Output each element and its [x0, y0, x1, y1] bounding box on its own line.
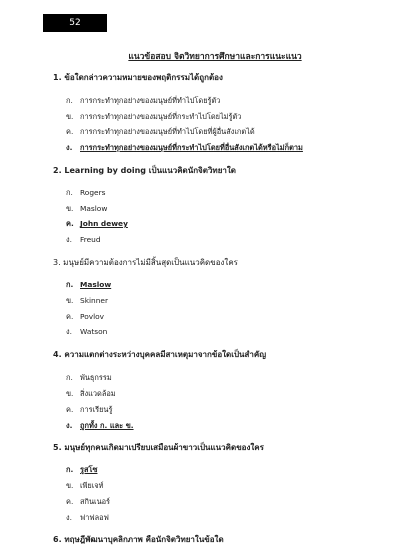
option-letter: ง.: [66, 513, 72, 522]
option-text: ถูกทั้ง ก. และ ข.: [80, 421, 134, 430]
option-text: การกระทำทุกอย่างของมนุษย์ที่ทำไปโดยที่ผู้อื่นสังเกตได้: [80, 127, 255, 136]
option-letter: ค.: [66, 497, 74, 506]
option-4a: [66, 372, 112, 384]
question-5: 5. มนุษย์ทุกคนเกิดมาเปรียบเสมือนผ้าขาวเป็นแนวคิดของใคร: [53, 443, 264, 452]
option-letter: ข.: [66, 204, 74, 213]
page-number: 52: [43, 14, 107, 32]
option-text: Povlov: [80, 312, 105, 321]
option-text: Watson: [80, 327, 108, 336]
question-3: 3. มนุษย์มีความต้องการไม่มีสิ้นสุดเป็นแนวคิดของใคร: [53, 258, 238, 267]
option-text: Maslow: [80, 204, 108, 213]
option-letter: ค.: [66, 405, 74, 414]
option-letter: ก.: [66, 96, 73, 105]
option-text: Skinner: [80, 296, 108, 305]
option-1d-answer: [66, 142, 303, 154]
option-letter: ค.: [66, 312, 74, 321]
option-3b: [66, 295, 108, 307]
option-letter: ค.: [66, 219, 74, 228]
option-5b: [66, 480, 103, 492]
option-text: พันธุกรรม: [80, 373, 112, 382]
option-3c: [66, 311, 104, 323]
option-text: Maslow: [80, 280, 112, 289]
option-5c: [66, 496, 110, 508]
option-2b: [66, 203, 107, 215]
option-5d: [66, 512, 109, 524]
option-text: สิ่งแวดล้อม: [80, 389, 116, 398]
option-text: การกระทำทุกอย่างของมนุษย์ที่กระทำไปโดยที่อื่นสังเกตได้หรือไม่ก็ตาม: [80, 143, 303, 152]
option-letter: ก.: [66, 373, 73, 382]
option-2c-answer: [66, 218, 128, 230]
option-text: การกระทำทุกอย่างของมนุษย์ที่กระทำไปโดยไม่รู้ตัว: [80, 112, 242, 121]
option-1a: [66, 95, 220, 107]
option-text: Rogers: [80, 188, 106, 197]
option-4b: [66, 388, 116, 400]
question-4: 4. ความแตกต่างระหว่างบุคคลมีสาเหตุมาจากข้อใดเป็นสำคัญ: [53, 350, 267, 359]
option-letter: ก.: [66, 465, 74, 474]
option-letter: ง.: [66, 327, 72, 336]
option-text: การกระทำทุกอย่างของมนุษย์ที่ทำไปโดยรู้ตัว: [80, 96, 221, 105]
option-text: สกินเนอร์: [80, 497, 111, 506]
option-text: รูสโซ: [80, 465, 98, 474]
option-3a-answer: [66, 279, 111, 291]
option-4c: [66, 404, 112, 416]
option-text: Freud: [80, 235, 101, 244]
question-2: 2. Learning by doing เป็นแนวคิดนักจิตวิทยาใด: [53, 166, 236, 175]
page-title: แนวข้อสอบ จิตวิทยาการศึกษาและการแนะแนว: [128, 52, 302, 62]
option-text: เพียเจท์: [80, 481, 104, 490]
option-letter: ง.: [66, 235, 72, 244]
option-letter: ข.: [66, 296, 74, 305]
option-5a-answer: [66, 464, 97, 476]
option-text: ฟาฟลอฟ: [80, 513, 109, 522]
option-letter: ค.: [66, 127, 74, 136]
option-2a: [66, 187, 105, 199]
option-letter: ข.: [66, 112, 74, 121]
option-letter: ก.: [66, 188, 73, 197]
option-letter: ข.: [66, 481, 74, 490]
option-letter: ง.: [66, 421, 73, 430]
option-3d: [66, 326, 107, 338]
option-letter: ก.: [66, 280, 74, 289]
question-6: 6. ทฤษฎีพัฒนาบุคลิกภาพ คือนักจิตวิทยาในข้อใด: [53, 535, 224, 544]
question-1: 1. ข้อใดกล่าวความหมายของพฤติกรรมได้ถูกต้อง: [53, 73, 223, 82]
option-letter: ข.: [66, 389, 74, 398]
option-2d: [66, 234, 101, 246]
option-text: การเรียนรู้: [80, 405, 113, 414]
option-1c: [66, 126, 255, 138]
option-text: John dewey: [80, 219, 128, 228]
option-1b: [66, 111, 241, 123]
option-4d-answer: [66, 420, 134, 432]
option-letter: ง.: [66, 143, 73, 152]
